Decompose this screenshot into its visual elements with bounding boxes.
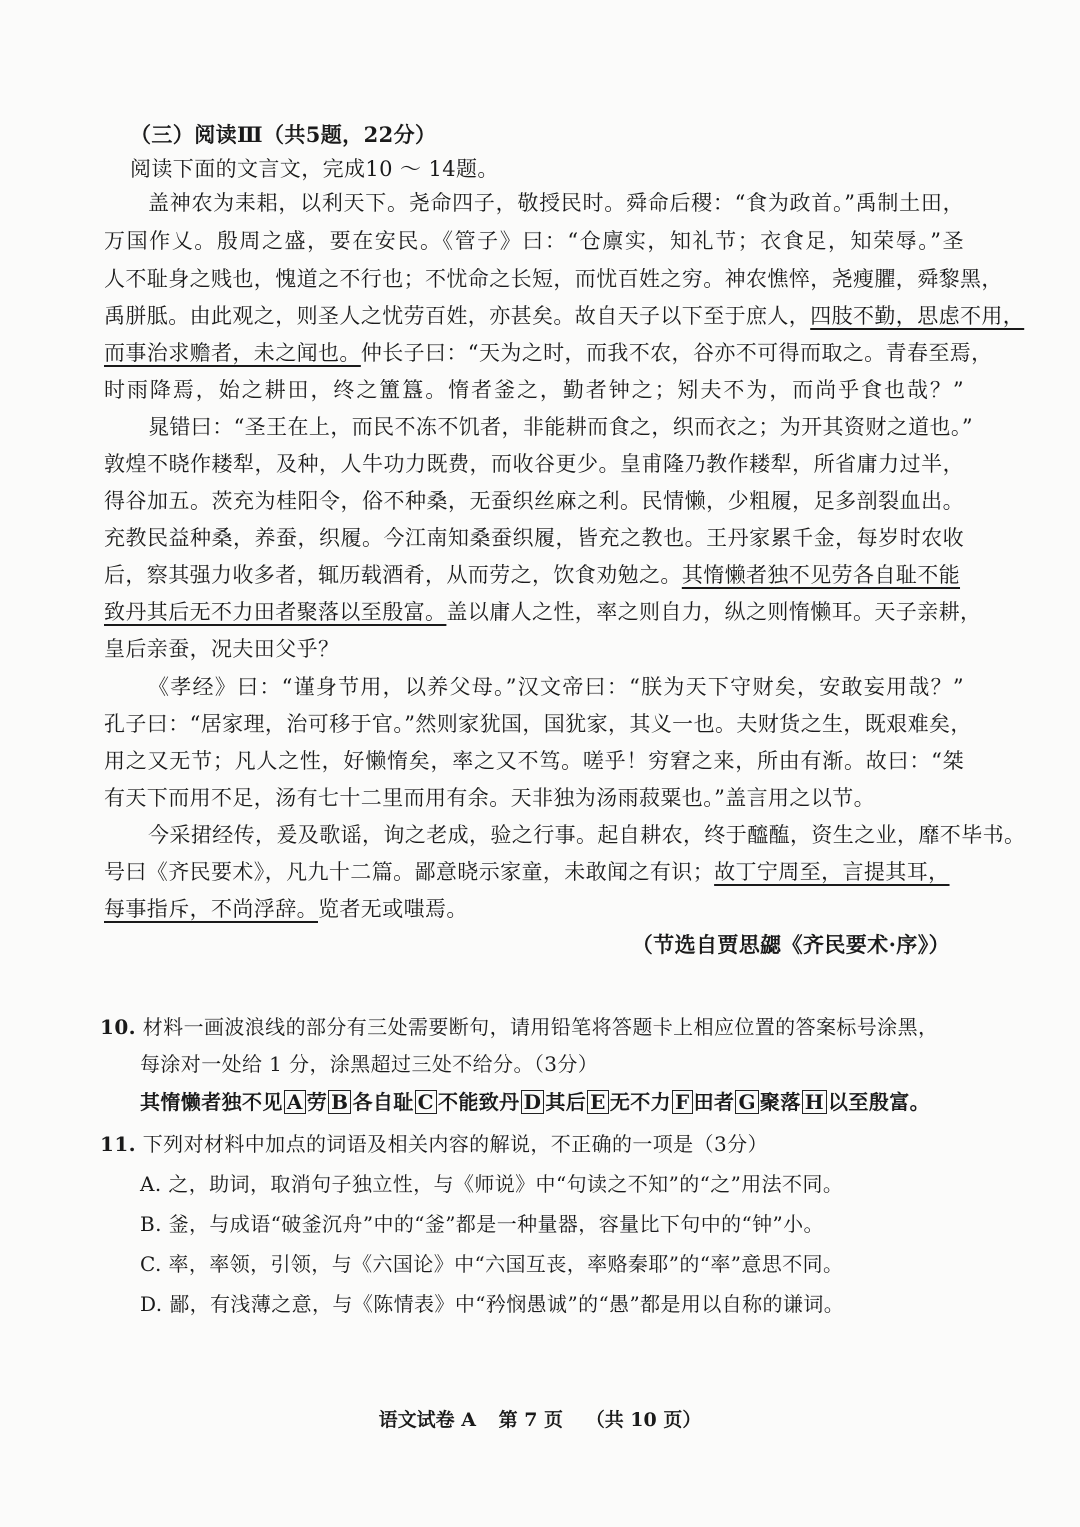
question-text: 下列对材料中加点的词语及相关内容的解说，不正确的一项是（3分）	[142, 1132, 768, 1156]
wavy-line-sentence: 致丹其后无不力田者聚落以至殷富。	[104, 600, 447, 624]
segment: 以至殷富。	[828, 1090, 931, 1114]
passage-line: 用之又无节；凡人之性，好懒惰矣，率之又不笃。嗟乎！穷窘之来，所由有渐。故曰：“桀	[104, 749, 964, 773]
segment: 劳	[306, 1090, 328, 1114]
segment: 其后	[545, 1090, 587, 1114]
break-option-a[interactable]: A	[284, 1090, 306, 1114]
question-11	[100, 1125, 960, 1163]
passage-line: 晁错曰：“圣王在上，而民不冻不饥者，非能耕而食之，织而衣之；为开其资财之道也。”	[148, 415, 973, 439]
passage-text: 览者无或嗤焉。	[318, 897, 468, 921]
passage-line: 有天下而用不足，汤有七十二里而用有余。天非独为汤雨菽粟也。”盖言用之以节。	[104, 786, 876, 810]
passage-line: 《孝经》曰：“谨身节用，以养父母。”汉文帝曰：“朕为天下守财矣，安敢妄用哉？”	[148, 675, 964, 699]
option-b[interactable]: B. 釜，与成语“破釜沉舟”中的“釜”都是一种量器，容量比下句中的“钟”小。	[140, 1212, 824, 1236]
passage-text: 禹胼胝。由此观之，则圣人之忧劳百姓，亦甚矣。故自天子以下至于庶人，	[104, 304, 811, 328]
passage-line	[104, 334, 993, 372]
passage-line: 人不耻身之贱也，愧道之不行也；不忧命之长短，而忧百姓之穷。神农憔悴，尧瘦臞，舜黎黑，	[104, 267, 1003, 291]
passage-line: 得谷加五。茨充为桂阳令，俗不种桑，无蚕织丝麻之利。民情懒，少粗履，足多剖裂血出。	[104, 489, 964, 513]
passage-line: 盖神农为耒耜，以利天下。尧命四子，敬授民时。舜命后稷：“食为政首。”禹制土田，	[148, 191, 964, 215]
paper-name: 语文试卷 A	[378, 1409, 476, 1431]
passage-line: 皇后亲蚕，况夫田父乎？	[104, 637, 340, 661]
question-10	[100, 1008, 960, 1046]
passage-line	[104, 890, 964, 928]
underlined-sentence: 每事指斥，不尚浮辞。	[104, 897, 318, 921]
option-d[interactable]: D. 鄙，有浅薄之意，与《陈情表》中“矜悯愚诚”的“愚”都是用以自称的谦词。	[140, 1292, 845, 1316]
break-option-c[interactable]: C	[415, 1090, 437, 1114]
underlined-sentence: 四肢不勤，思虑不用，	[810, 304, 1025, 328]
section-header: （三）阅读Ⅲ（共5题，22分）	[130, 122, 437, 147]
passage-line: 敦煌不晓作耧犁，及种，人牛功力既费，而收谷更少。皇甫隆乃教作耧犁，所省庸力过半，	[104, 452, 964, 476]
question-text: 材料一画波浪线的部分有三处需要断句，请用铅笔将答题卡上相应位置的答案标号涂黑，	[142, 1015, 939, 1039]
break-option-g[interactable]: G	[735, 1090, 758, 1114]
source-citation: （节选自贾思勰《齐民要术·序》）	[631, 932, 950, 957]
passage-text: 号曰《齐民要术》，凡九十二篇。鄙意晓示家童，未敢闻之有识；	[104, 860, 715, 884]
segment: 聚落	[759, 1090, 801, 1114]
question-number: 10.	[100, 1015, 136, 1039]
underlined-sentence: 故丁宁周至，言提其耳，	[714, 860, 950, 884]
segment: 田者	[693, 1090, 735, 1114]
reading-instruction: 阅读下面的文言文，完成10 ～ 14题。	[130, 157, 499, 181]
underlined-sentence: 而事治求赡者，未之闻也。	[104, 341, 361, 365]
passage-line: 充教民益种桑，养蚕，织履。今江南知桑蚕织履，皆充之教也。王丹家累千金，每岁时农收	[104, 526, 964, 550]
passage-line	[104, 556, 964, 594]
passage-line: 时雨降焉，始之耕田，终之簠簋。惰者釜之，勤者钟之；矧夫不为，而尚乎食也哉？”	[104, 378, 964, 402]
question-text-line: 每涂对一处给 1 分，涂黑超过三处不给分。（3分）	[140, 1052, 599, 1076]
segment: 各自耻	[352, 1090, 414, 1114]
passage-line	[104, 853, 964, 891]
wavy-line-sentence: 其惰懒者独不见劳各自耻不能	[681, 563, 961, 587]
passage-line	[104, 297, 1025, 335]
segment: 不能致丹	[437, 1090, 520, 1114]
passage-text: 仲长子曰：“天为之时，而我不农，谷亦不可得而取之。青春至焉，	[360, 341, 993, 365]
passage-line: 万国作乂。殷周之盛，要在安民。《管子》曰：“仓廪实，知礼节；衣食足，知荣辱。”圣	[104, 229, 964, 253]
page-total: （共 10 页）	[585, 1409, 702, 1431]
passage-text: 后，察其强力收多者，辄历载酒肴，从而劳之，饮食劝勉之。	[104, 563, 682, 587]
question-number: 11.	[100, 1132, 136, 1156]
page-footer	[0, 1405, 1080, 1432]
break-option-f[interactable]: F	[672, 1090, 693, 1114]
passage-line	[104, 593, 982, 631]
page-number: 第 7 页	[498, 1409, 564, 1431]
passage-text: 盖以庸人之性，率之则自力，纵之则惰懒耳。天子亲耕，	[446, 600, 982, 624]
break-option-h[interactable]: H	[802, 1090, 827, 1114]
segment: 无不力	[609, 1090, 672, 1114]
segment: 其惰懒者独不见	[140, 1090, 283, 1114]
option-c[interactable]: C. 率，率领，引领，与《六国论》中“六国互丧，率赂秦耶”的“率”意思不同。	[140, 1252, 844, 1276]
sentence-break-options	[140, 1083, 1000, 1121]
break-option-d[interactable]: D	[521, 1090, 545, 1114]
passage-line: 孔子曰：“居家理，治可移于官。”然则家犹国，国犹家，其义一也。夫财货之生，既艰难矣，	[104, 712, 972, 736]
break-option-e[interactable]: E	[587, 1090, 609, 1114]
break-option-b[interactable]: B	[328, 1090, 351, 1114]
option-a[interactable]: A. 之，助词，取消句子独立性，与《师说》中“句读之不知”的“之”用法不同。	[140, 1172, 844, 1196]
passage-line: 今采捃经传，爰及歌谣，询之老成，验之行事。起自耕农，终于醯醢，资生之业，靡不毕书。	[148, 823, 1026, 847]
